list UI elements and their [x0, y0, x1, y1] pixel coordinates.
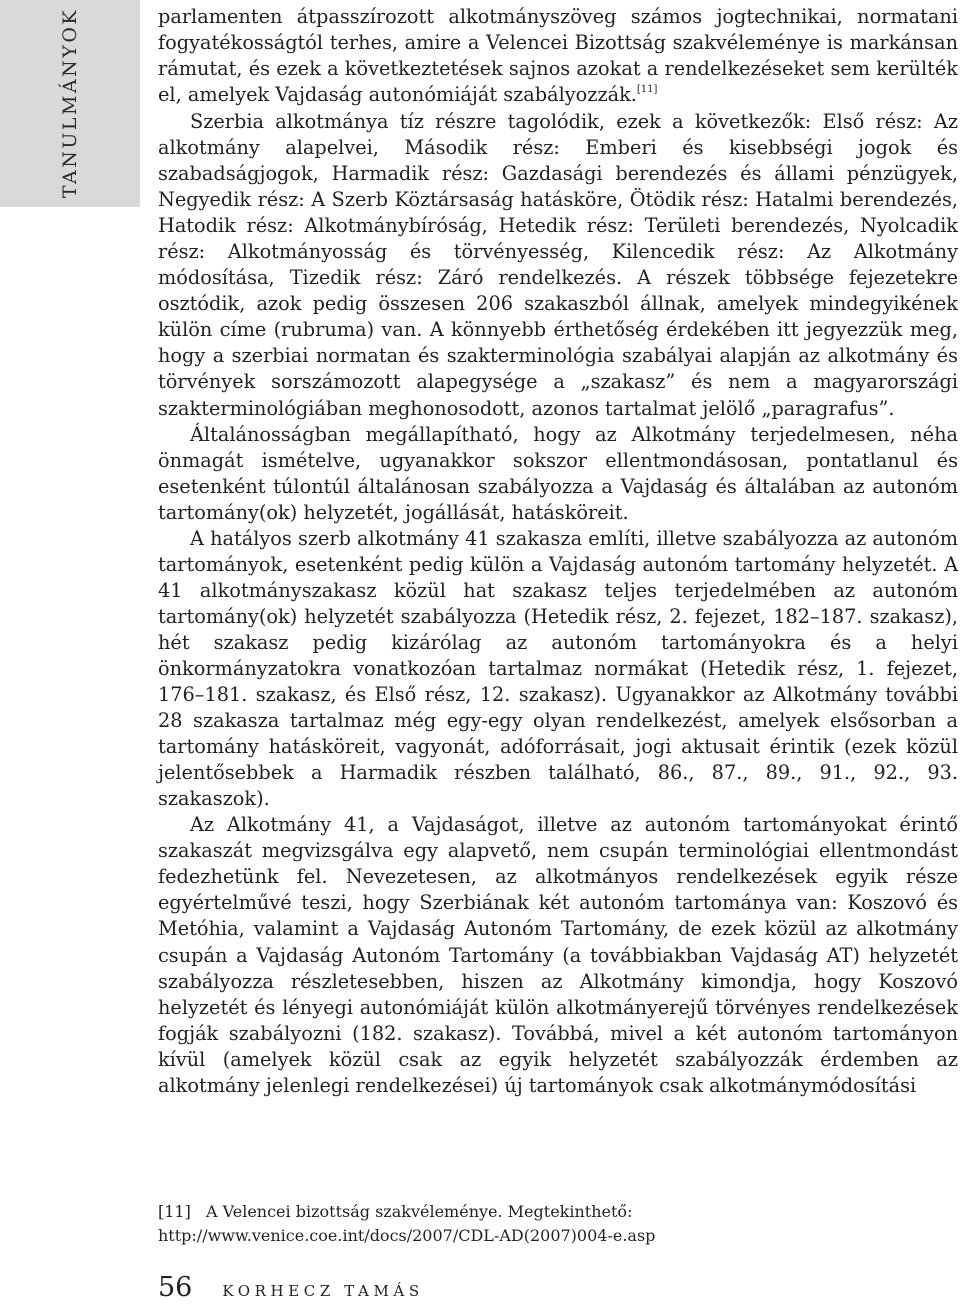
page-footer	[158, 1272, 424, 1312]
section-tab-label: TANULMÁNYOK	[59, 7, 81, 199]
footnote-text: A Velencei bizottság szakvéleménye. Megtekinthető: http://www.venice.coe.int/docs/2007/CDL-AD(2007)004-e.asp	[158, 1202, 656, 1245]
paragraph-constitution-structure: Szerbia alkotmánya tíz részre tagolódik, ezek a következők: Első rész: Az alkotmány alapelvei, Második rész: Emberi és kisebbségi jogok és szabadságjogok, Harmadik rész: Gazdasági berendezés és állami pénzügyek, Negyedik rész: A Szerb Köztársaság hatásköre, Ötödik rész: Hatalmi berendezés, Hatodik rész: Alkotmánybíróság, Hetedik rész: Területi berendezés, Nyolcadik rész: Alkotmányosság és törvényesség, Kilencedik rész: Az Alkotmány módosítása, Tizedik rész: Záró rendelkezés. A részek többsége fejezetekre osztódik, azok pedig összesen 206 szakaszból állnak, amelyek mindegyikének külön címe (rubruma) van. A könnyebb érthetőség érdekében itt jegyezzük meg, hogy a szerbiai normatan és szakterminológia szabályai alapján az alkotmány és törvények sorszámozott alapegysége a „szakasz” és nem a magyarországi szakterminológiában meghonosodott, azonos tartalmat jelölő „paragrafus”.	[158, 110, 958, 420]
author-name: KORHECZ TAMÁS	[222, 1282, 424, 1300]
paragraph-article-count: A hatályos szerb alkotmány 41 szakasza említi, illetve szabályozza az autonóm tartományok, esetenként pedig külön a Vajdaság autonóm tartomány helyzetét. A 41 alkotmányszakasz közül hat szakasz teljes terjedelmében az autonóm tartomány(ok) helyzetét szabályozza (Hetedik rész, 2. fejezet, 182–187. szakasz), hét szakasz pedig kizárólag az autonóm tartományokra és a helyi önkormányzatokra vonatkozóan tartalmaz normákat (Hetedik rész, 1. fejezet, 176–181. szakasz, és Első rész, 12. szakasz). Ugyanakkor az Alkotmány további 28 szakasza tartalmaz még egy-egy olyan rendelkezést, amelyek elsősorban a tartomány hatásköreit, vagyonát, adóforrásait, jogi aktusait érintik (ezek közül jelentősebbek a Harmadik részben található, 86., 87., 89., 91., 92., 93. szakaszok).	[158, 526, 958, 811]
paragraph-continuation-text: parlamenten átpasszírozott alkotmányszöveg számos jogtechnikai, normatani fogyatékosságtól terhes, amire a Velencei Bizottság szakvéleménye is markánsan rámutat, és ezek a következtetések sajnos azokat a rendelkezéseket sem kerülték el, amelyek Vajdaság autonómiáját szabályozzák.	[158, 5, 958, 107]
paragraph-contradiction: Az Alkotmány 41, a Vajdaságot, illetve az autonóm tartományokat érintő szakaszát megvizsgálva egy alapvető, nem csupán terminológiai ellentmondást fedezhetünk fel. Nevezetesen, az alkotmányos rendelkezések egyik része egyértelművé teszi, hogy Szerbiának két autonóm tartománya van: Koszovó és Metóhia, valamint a Vajdaság Autonóm Tartomány, de ezek közül az alkotmány csupán a Vajdaság Autonóm Tartomány (a továbbiakban Vajdaság AT) helyzetét szabályozza részletesebben, hiszen az Alkotmány kimondja, hogy Koszovó helyzetét és lényegi autonómiáját külön alkotmányerejű törvényes rendelkezések fogják szabályozni (182. szakasz). Továbbá, mivel a két autonóm tartományon kívül (amelyek közül csak az egyik helyzetét szabályozzák érdemben az alkotmány jelenlegi rendelkezései) új tartományok csak alkotmánymódosítási	[158, 813, 958, 1097]
page-number: 56	[158, 1272, 193, 1303]
paragraph-continuation	[158, 4, 958, 108]
footnote	[158, 1200, 958, 1248]
paragraph-general-assessment: Általánosságban megállapítható, hogy az Alkotmány terjedelmesen, néha önmagát ismételve, ugyanakkor sokszor ellentmondásosan, pontatlanul és esetenként túlontúl általánosan szabályozza a Vajdaság és általában az autonóm tartomány(ok) helyzetét, jogállását, hatásköreit.	[158, 422, 958, 524]
footnote-mark: [11]	[158, 1202, 191, 1221]
body-flow	[158, 109, 958, 1099]
section-tab	[0, 0, 140, 207]
footnote-reference: [11]	[636, 84, 658, 96]
